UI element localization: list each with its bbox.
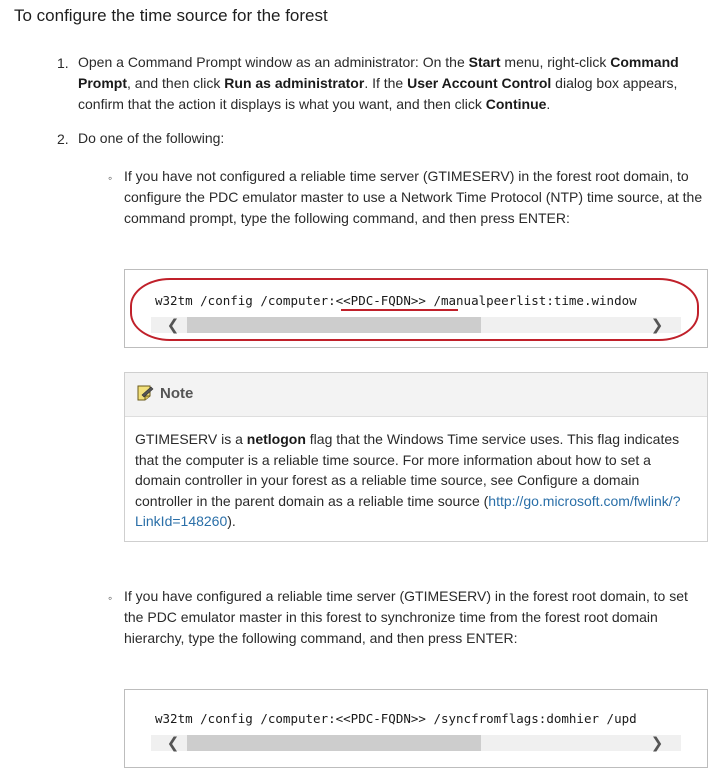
option-1-text: If you have not configured a reliable time server (GTIMESERV) in the forest root domain, to configure the PDC emulator master to use a Network Time Protocol (NTP) time source, at the command prompt, type the following command, and then press ENTER: <box>124 168 703 226</box>
scrollbar-thumb[interactable] <box>187 735 481 751</box>
code-text[interactable]: w32tm /config /computer:<<PDC-FQDN>> /syncfromflags:domhier /upd <box>155 711 637 726</box>
step-1-text-run: dialog box appears, confirm that the action it displays is what you want, and then click <box>78 75 678 112</box>
scroll-right-arrow-icon[interactable]: ❯ <box>650 734 664 752</box>
scroll-left-arrow-icon[interactable]: ❮ <box>166 316 180 334</box>
step-1-text <box>78 52 698 115</box>
note-header <box>125 373 707 417</box>
step-1-text-run: , and then click <box>127 75 225 91</box>
note-text-run: GTIMESERV is a <box>135 431 247 447</box>
note-box <box>124 372 708 542</box>
horizontal-scrollbar[interactable] <box>151 317 681 333</box>
step-2-text: Do one of the following: <box>78 130 225 146</box>
note-body <box>135 429 695 532</box>
step-1-text-run: Open a Command Prompt window as an administrator: On the <box>78 54 469 70</box>
step-1-bold-term: User Account Control <box>407 75 552 91</box>
scrollbar-thumb[interactable] <box>187 317 481 333</box>
page-title: To configure the time source for the forest <box>14 6 328 25</box>
step-1-bold-term: Continue <box>485 96 547 112</box>
note-title: Note <box>160 385 194 402</box>
horizontal-scrollbar[interactable] <box>151 735 681 751</box>
step-1-text-run: . If the <box>364 75 408 91</box>
option-2-bullet: ◦ <box>108 591 113 605</box>
step-1-text-run: menu, right-click <box>500 54 611 70</box>
highlight-underline <box>341 309 458 311</box>
note-text-run: flag that the Windows Time service uses. This flag indicates that the computer is a reliable time source. For more information about how to set a domain controller in your forest as a reliable time source, see Configure a domain controller in the parent domain as a reliable time source ( <box>135 431 680 509</box>
note-pencil-icon <box>136 385 154 401</box>
step-1-bold-term: Run as administrator <box>224 75 365 91</box>
scroll-right-arrow-icon[interactable]: ❯ <box>650 316 664 334</box>
note-bold-term: netlogon <box>246 431 306 447</box>
code-text[interactable]: w32tm /config /computer:<<PDC-FQDN>> /manualpeerlist:time.window <box>155 293 637 308</box>
step-2-number: 2. <box>57 131 69 147</box>
step-1-text-run: . <box>546 96 551 112</box>
option-1-bullet: ◦ <box>108 171 113 185</box>
note-text-run: ). <box>227 513 236 529</box>
step-1-bold-term: Command Prompt <box>78 54 679 91</box>
scroll-left-arrow-icon[interactable]: ❮ <box>166 734 180 752</box>
step-1-number: 1. <box>57 55 69 71</box>
help-link[interactable]: http://go.microsoft.com/fwlink/?LinkId=148260 <box>135 492 681 529</box>
step-1-bold-term: Start <box>468 54 501 70</box>
option-2-text: If you have configured a reliable time server (GTIMESERV) in the forest root domain, to set the PDC emulator master in this forest to synchronize time from the forest root domain hierarchy, type the following command, and then press ENTER: <box>124 588 688 646</box>
code-block-syncfromflags <box>124 689 708 768</box>
